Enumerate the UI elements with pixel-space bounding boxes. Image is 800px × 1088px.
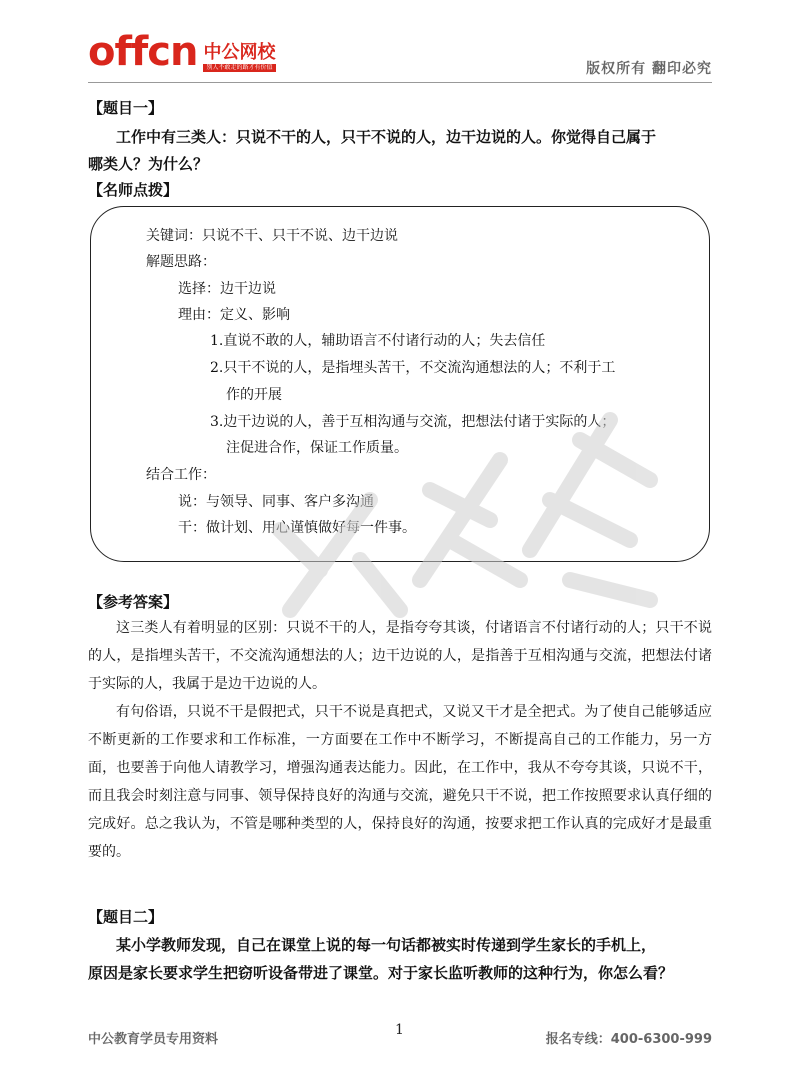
tips-keywords: 关键词：只说不干、只干不说、边干边说 (146, 228, 398, 244)
answer-paragraph-1: 这三类人有着明显的区别：只说不干的人，是指夸夸其谈，付诸语言不付诸行动的人；只干不说的人，是指埋头苦干，不交流沟通想法的人；边干边说的人，是指善于互相沟通与交流，把想法付诸于实际的人，我属于是边干边说的人。 (88, 620, 712, 692)
page-header (88, 29, 712, 86)
tips-item2-line1: 2.只干不说的人，是指埋头苦干，不交流沟通想法的人；不利于工 (210, 360, 616, 376)
tips-heading: 【名师点拨】 (88, 181, 179, 199)
question1-heading: 【题目一】 (88, 99, 164, 117)
page-number: 1 (395, 1022, 404, 1038)
tips-item3-line2: 注促进合作，保证工作质量。 (226, 440, 408, 456)
offcn-logo (88, 29, 276, 75)
question1-line1: 工作中有三类人：只说不干的人，只干不说的人，边干边说的人。你觉得自己属于 (116, 128, 657, 146)
tips-reason: 理由：定义、影响 (178, 307, 290, 323)
logo-wordmark: offcn (88, 29, 198, 75)
question2-line1: 某小学教师发现，自己在课堂上说的每一句话都被实时传递到学生家长的手机上， (116, 936, 657, 954)
tips-item1: 1.直说不敢的人，辅助语言不付诸行动的人；失去信任 (210, 333, 546, 349)
logo-tagline: 别人不敢走的路才有价值 (203, 64, 275, 72)
tips-item3-line1: 3.边干边说的人，善于互相沟通与交流，把想法付诸于实际的人； (210, 414, 616, 430)
answer-body (88, 614, 712, 866)
tips-item2-line2: 作的开展 (226, 387, 282, 403)
answer-heading: 【参考答案】 (88, 593, 179, 611)
tips-combine: 结合工作： (146, 467, 216, 483)
copyright-notice: 版权所有 翻印必究 (586, 61, 712, 77)
tips-approach: 解题思路： (146, 254, 216, 270)
question2-heading: 【题目二】 (88, 908, 164, 926)
header-divider (88, 82, 712, 83)
question2-line2: 原因是家长要求学生把窃听设备带进了课堂。对于家长监听教师的这种行为，你怎么看？ (88, 964, 674, 982)
tips-do: 干：做计划、用心谨慎做好每一件事。 (178, 520, 416, 536)
tips-choice: 选择：边干边说 (178, 281, 276, 297)
footer-hotline: 报名专线：400-6300-999 (545, 1032, 712, 1047)
tips-say: 说：与领导、同事、客户多沟通 (178, 494, 374, 510)
logo-chinese-name: 中公网校 (203, 42, 276, 63)
answer-paragraph-2: 有句俗语，只说不干是假把式，只干不说是真把式，又说又干才是全把式。为了使自己能够适应不断更新的工作要求和工作标准，一方面要在工作中不断学习，不断提高自己的工作能力，另一方面，也要善于向他人请教学习，增强沟通表达能力。因此，在工作中，我从不夸夸其谈，只说不干，而且我会时刻注意与同事、领导保持良好的沟通与交流，避免只干不说，把工作按照要求认真仔细的完成好。总之我认为，不管是哪种类型的人，保持良好的沟通，按要求把工作认真的完成好才是最重要的。 (88, 704, 712, 860)
footer-material-label: 中公教育学员专用资料 (88, 1032, 219, 1047)
question1-line2: 哪类人？为什么？ (88, 155, 209, 173)
